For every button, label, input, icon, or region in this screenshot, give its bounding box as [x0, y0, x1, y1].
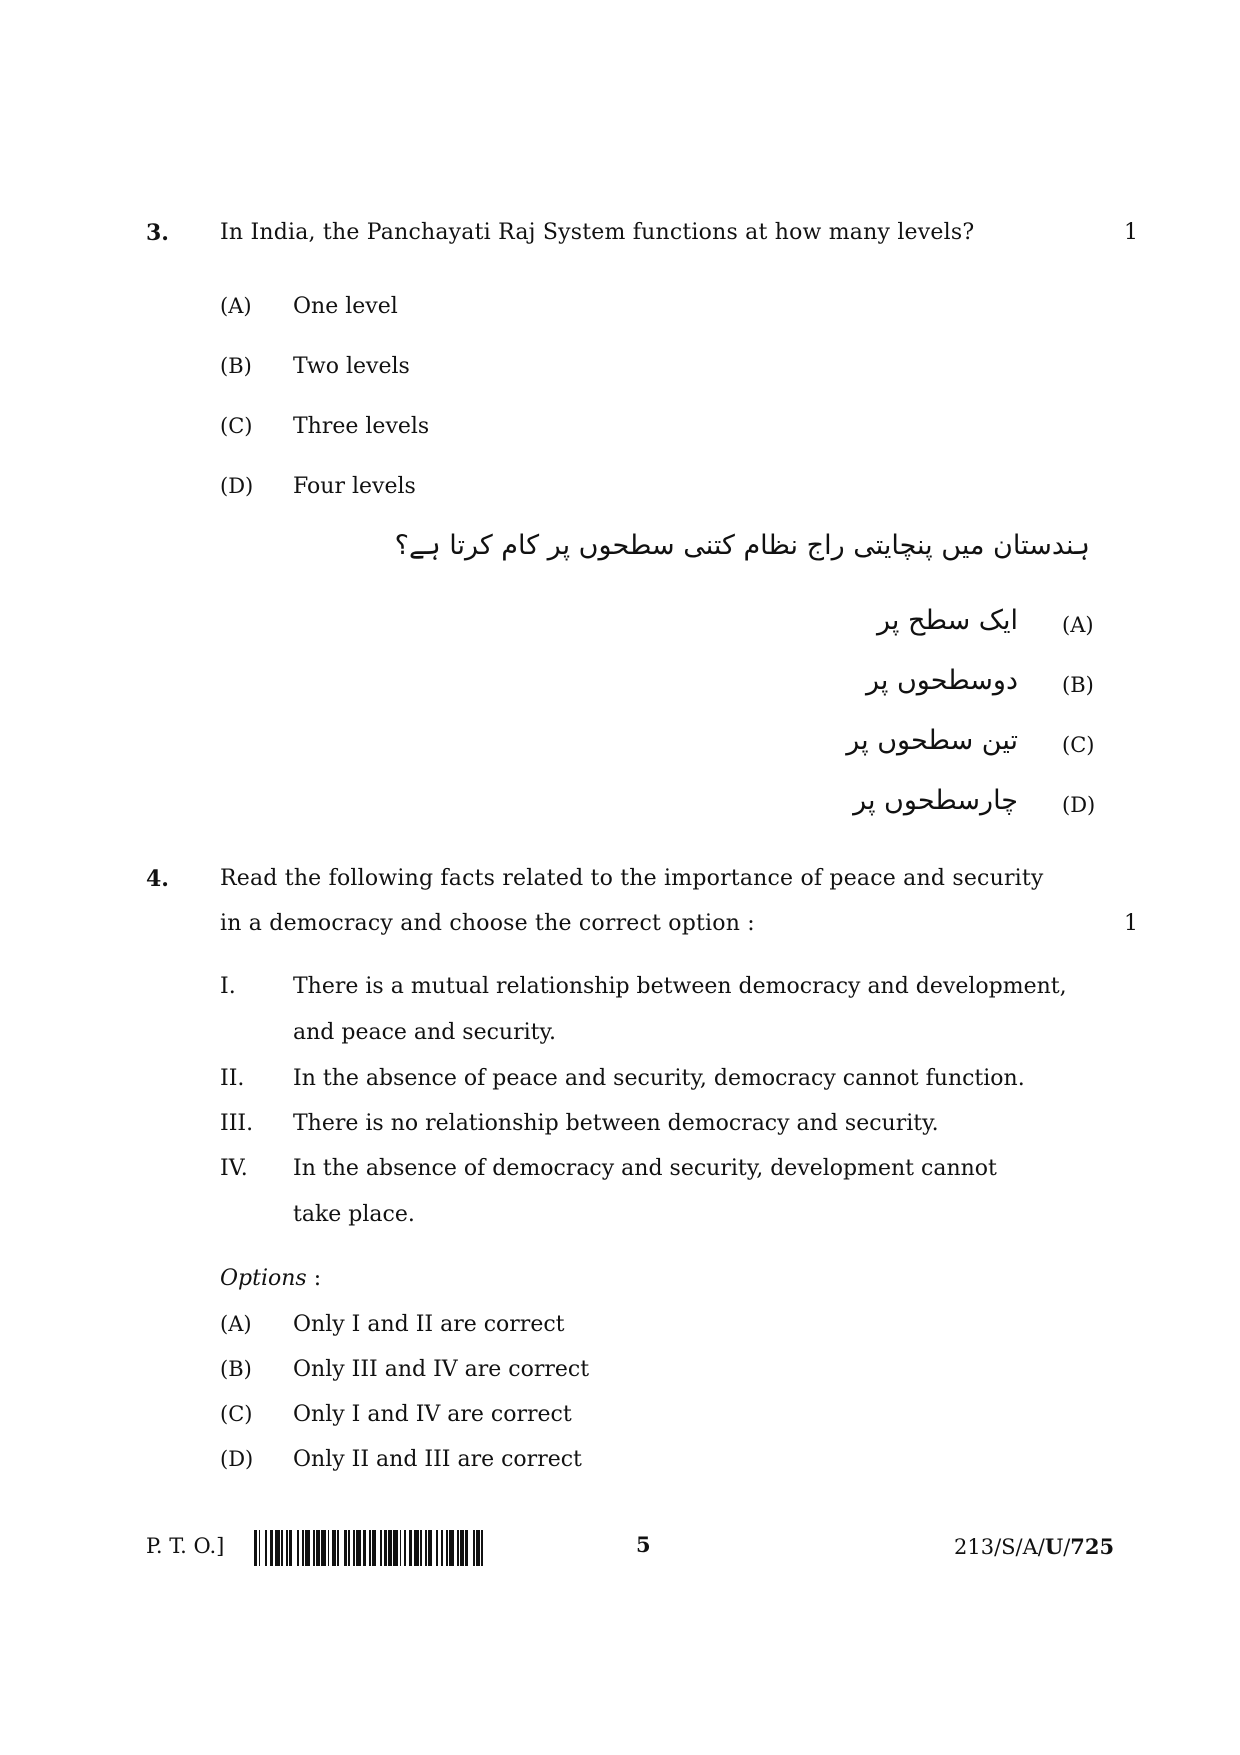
barcode-image [254, 1530, 594, 1566]
barcode-bar [393, 1530, 398, 1566]
q4-options-heading-colon: : [306, 1266, 322, 1291]
barcode-bar [321, 1530, 326, 1566]
q4-option-d-label: (D) [220, 1447, 254, 1471]
q3-number: 3. [146, 220, 169, 246]
barcode-bar [369, 1530, 371, 1566]
barcode-bar [457, 1530, 459, 1566]
q4-statement-4-line1: In the absence of democracy and security, development cannot [293, 1156, 997, 1181]
barcode-bar [428, 1530, 431, 1566]
q4-statement-1-line1: There is a mutual relationship between democracy and development, [293, 974, 1067, 999]
barcode-bar [441, 1530, 443, 1566]
q3-option-a-text: One level [293, 294, 398, 319]
barcode-bar [460, 1530, 463, 1566]
pto-label: P. T. O.] [146, 1534, 225, 1558]
q3-urdu-question: ہندستان میں پنچایتی راج نظام کتنی سطحوں پر کام کرتا ہے؟ [394, 530, 1090, 561]
q3-option-b-text: Two levels [293, 354, 410, 379]
barcode-bar [414, 1530, 419, 1566]
q3-urdu-option-a-label: (A) [1062, 613, 1094, 637]
q4-number: 4. [146, 866, 169, 892]
q4-statement-4-line2: take place. [293, 1202, 415, 1227]
barcode-bar [313, 1530, 315, 1566]
q3-text: In India, the Panchayati Raj System functions at how many levels? [220, 220, 975, 245]
barcode-bar [353, 1530, 355, 1566]
barcode-bar [404, 1530, 406, 1566]
paper-code [954, 1534, 1114, 1559]
paper-code-bold-2: 725 [1070, 1534, 1115, 1559]
q4-statement-3-label: III. [220, 1111, 254, 1136]
q3-urdu-option-a-text: ایک سطح پر [877, 605, 1018, 636]
q4-option-c-text: Only I and IV are correct [293, 1402, 572, 1427]
barcode-bar [348, 1530, 350, 1566]
barcode-bar [380, 1530, 382, 1566]
barcode-bar [344, 1530, 347, 1566]
q4-option-a-text: Only I and II are correct [293, 1312, 565, 1337]
barcode-bar [372, 1530, 375, 1566]
q4-text-line2: in a democracy and choose the correct option : [220, 911, 755, 936]
barcode-bar [281, 1530, 283, 1566]
barcode-bar [409, 1530, 412, 1566]
q4-options-heading-word: Options [220, 1266, 307, 1291]
barcode-bar [302, 1530, 304, 1566]
q3-option-d-label: (D) [220, 474, 254, 498]
q4-option-b-label: (B) [220, 1357, 252, 1381]
barcode-bar [297, 1530, 299, 1566]
barcode-bar [337, 1530, 339, 1566]
q4-statement-1-line2: and peace and security. [293, 1020, 556, 1045]
q3-marks: 1 [1124, 220, 1138, 245]
q4-statement-3-line1: There is no relationship between democracy and security. [293, 1111, 939, 1136]
barcode-bar [259, 1530, 261, 1566]
barcode-bar [388, 1530, 391, 1566]
q4-statement-4-label: IV. [220, 1156, 248, 1181]
q4-option-d-text: Only II and III are correct [293, 1447, 582, 1472]
q4-option-a-label: (A) [220, 1312, 252, 1336]
paper-code-prefix: 213/S/A/ [954, 1535, 1045, 1559]
barcode-bar [265, 1530, 267, 1566]
barcode-bar [254, 1530, 257, 1566]
q3-option-d-text: Four levels [293, 474, 416, 499]
q4-statement-2-line1: In the absence of peace and security, democracy cannot function. [293, 1066, 1025, 1091]
barcode-bar [476, 1530, 479, 1566]
barcode-bar [446, 1530, 448, 1566]
q3-urdu-option-d-text: چارسطحوں پر [853, 785, 1018, 816]
q3-option-c-label: (C) [220, 414, 253, 438]
barcode-bar [316, 1530, 319, 1566]
barcode-bar [289, 1530, 292, 1566]
barcode-bar [286, 1530, 288, 1566]
q3-urdu-option-b-text: دوسطحوں پر [865, 665, 1018, 696]
barcode-bar [436, 1530, 438, 1566]
barcode-bar [270, 1530, 273, 1566]
q4-marks: 1 [1124, 911, 1138, 936]
barcode-bar [332, 1530, 335, 1566]
barcode-bar [363, 1530, 366, 1566]
q4-statement-1-label: I. [220, 974, 236, 999]
q3-option-c-text: Three levels [293, 414, 430, 439]
q3-urdu-option-c-text: تین سطحوں پر [846, 725, 1018, 756]
barcode-bar [420, 1530, 422, 1566]
q4-option-b-text: Only III and IV are correct [293, 1357, 590, 1382]
barcode-bar [328, 1530, 330, 1566]
q3-urdu-option-d-label: (D) [1062, 793, 1096, 817]
q3-urdu-option-c-label: (C) [1062, 733, 1095, 757]
paper-code-sep: / [1063, 1535, 1071, 1559]
q3-option-b-label: (B) [220, 354, 252, 378]
barcode-bar [384, 1530, 387, 1566]
q3-option-a-label: (A) [220, 294, 252, 318]
q4-text-line1: Read the following facts related to the importance of peace and security [220, 866, 1044, 891]
q4-statement-2-label: II. [220, 1066, 245, 1091]
q4-options-heading [220, 1266, 321, 1291]
barcode-bar [449, 1530, 454, 1566]
barcode-bar [275, 1530, 280, 1566]
barcode-bar [465, 1530, 468, 1566]
barcode-bar [481, 1530, 483, 1566]
paper-code-bold-1: U [1044, 1534, 1064, 1559]
page-number: 5 [636, 1532, 651, 1557]
q4-option-c-label: (C) [220, 1402, 253, 1426]
barcode-bar [473, 1530, 475, 1566]
barcode-bar [425, 1530, 427, 1566]
q3-urdu-option-b-label: (B) [1062, 673, 1094, 697]
barcode-bar [400, 1530, 402, 1566]
barcode-bar [305, 1530, 310, 1566]
barcode-bar [356, 1530, 361, 1566]
